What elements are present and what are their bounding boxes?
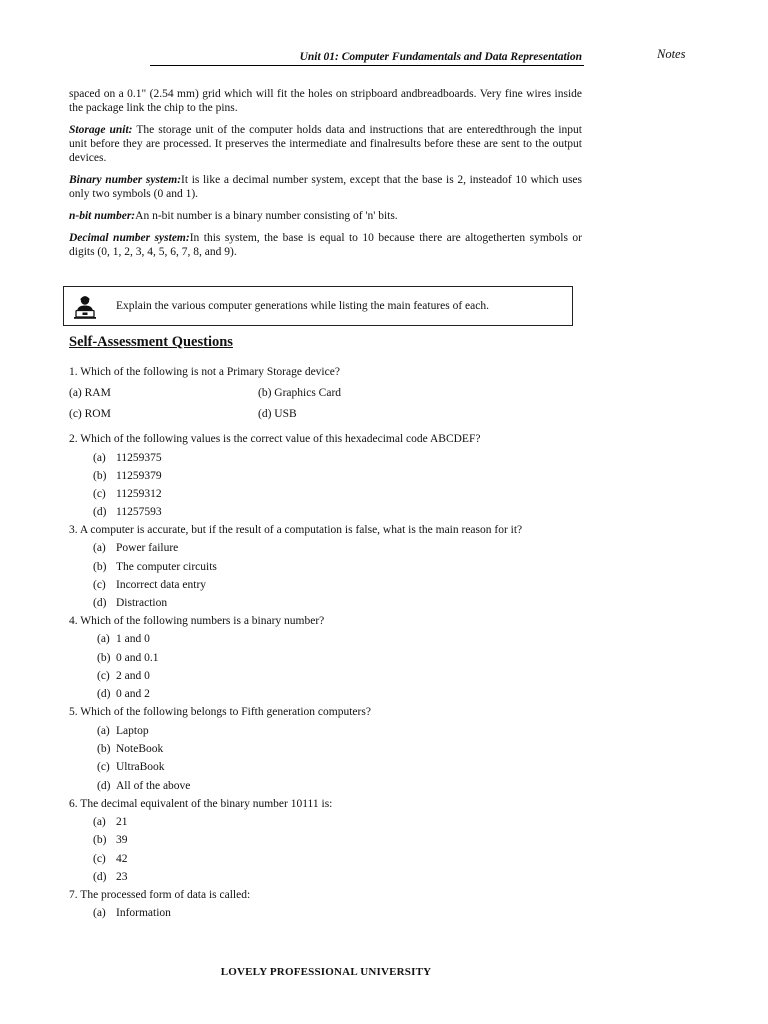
definition-storage-unit [69,123,582,165]
option-letter: (b) [97,652,111,664]
question-7: 7. The processed form of data is called: [69,889,251,901]
option-letter: (b) [93,561,107,573]
task-text: Explain the various computer generations while listing the main features of each. [116,300,489,312]
question-7-option-a: Information [116,907,171,919]
question-5: 5. Which of the following belongs to Fifth generation computers? [69,706,371,718]
definition-term: Binary number system: [69,174,182,186]
option-letter: (d) [93,871,107,883]
definition-n-bit-number [69,209,582,223]
question-3-option-c: Incorrect data entry [116,579,207,591]
option-letter: (c) [93,853,106,865]
question-6-option-b: 39 [116,834,128,846]
question-4-option-d: 0 and 2 [116,688,150,700]
header-rule [150,65,584,66]
definition-decimal-number-system [69,231,582,259]
option-letter: (d) [97,780,111,792]
question-5-option-d: All of the above [116,780,191,792]
question-4-option-c: 2 and 0 [116,670,150,682]
question-5-option-c: UltraBook [116,761,165,773]
intro-paragraph: spaced on a 0.1" (2.54 mm) grid which will fit the holes on stripboard andbreadboards. Very fine wires inside the package link the chip to the pins. [69,88,582,114]
question-4: 4. Which of the following numbers is a binary number? [69,615,325,627]
question-6: 6. The decimal equivalent of the binary number 10111 is: [69,798,333,810]
question-3-option-a: Power failure [116,542,179,554]
option-letter: (d) [93,506,107,518]
running-header-title: Unit 01: Computer Fundamentals and Data Representation [299,51,582,63]
question-2-option-c: 11259312 [116,488,162,500]
question-4-option-a: 1 and 0 [116,633,150,645]
option-letter: (b) [93,470,107,482]
question-3: 3. A computer is accurate, but if the result of a computation is false, what is the main reason for it? [69,524,523,536]
question-1-option-c: (c) ROM [69,408,111,420]
question-6-option-c: 42 [116,853,128,865]
question-5-option-a: Laptop [116,725,149,737]
option-letter: (b) [97,743,111,755]
option-letter: (d) [97,688,111,700]
option-letter: (d) [93,597,107,609]
definition-term: Decimal number system: [69,232,190,244]
definition-text: An n-bit number is a binary number consisting of 'n' bits. [135,210,398,222]
question-2-option-d: 11257593 [116,506,162,518]
question-2-option-b: 11259379 [116,470,162,482]
definition-term: Storage unit: [69,124,133,136]
option-letter: (c) [93,579,106,591]
option-letter: (a) [97,633,110,645]
option-letter: (a) [93,542,106,554]
question-3-option-b: The computer circuits [116,561,217,573]
option-letter: (a) [93,452,106,464]
question-1-option-d: (d) USB [258,408,297,420]
definition-binary-number-system [69,173,582,201]
question-3-option-d: Distraction [116,597,168,609]
student-at-laptop-icon [72,294,98,320]
definition-text: In this system, the base is equal to 10 because there are altogetherten symbols or digits (0, 1, 2, 3, 4, 5, 6, 7, 8, and 9). [69,232,582,258]
question-1: 1. Which of the following is not a Primary Storage device? [69,366,340,378]
definition-text: The storage unit of the computer holds data and instructions that are enteredthrough the input unit before they are processed. It preserves the intermediate and finalresults before these are sent to the output devices. [69,124,582,164]
body-text [69,87,582,267]
option-letter: (b) [93,834,107,846]
question-6-option-d: 23 [116,871,128,883]
option-letter: (a) [93,907,106,919]
question-2-option-a: 11259375 [116,452,162,464]
question-6-option-a: 21 [116,816,128,828]
definition-term: n-bit number: [69,210,136,222]
notes-margin-label: Notes [657,47,686,61]
question-1-option-b: (b) Graphics Card [258,387,342,399]
question-1-option-a: (a) RAM [69,387,111,399]
option-letter: (c) [97,670,110,682]
question-5-option-b: NoteBook [116,743,164,755]
question-2: 2. Which of the following values is the correct value of this hexadecimal code ABCDEF? [69,433,481,445]
question-4-option-b: 0 and 0.1 [116,652,159,664]
task-box [63,286,573,326]
option-letter: (c) [97,761,110,773]
option-letter: (a) [93,816,106,828]
self-assessment-heading: Self-Assessment Questions [69,334,233,350]
page-footer: LOVELY PROFESSIONAL UNIVERSITY [220,966,432,978]
option-letter: (c) [93,488,106,500]
definition-text: It is like a decimal number system, except that the base is 2, insteadof 10 which uses only two symbols (0 and 1). [69,174,583,200]
option-letter: (a) [97,725,110,737]
